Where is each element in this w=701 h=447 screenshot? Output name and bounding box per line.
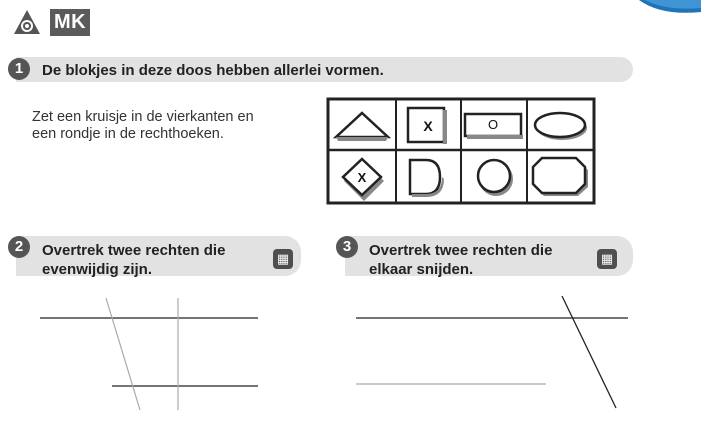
octagon-block bbox=[533, 158, 588, 196]
rectangle-mark: O bbox=[487, 117, 499, 132]
q2-number: 2 bbox=[8, 236, 30, 258]
subject-badge: MK bbox=[50, 9, 90, 36]
q3-title-line2: elkaar snijden. bbox=[369, 261, 474, 278]
calculator-icon: ▦ bbox=[273, 249, 293, 269]
q3-title-line1: Overtrek twee rechten die bbox=[369, 242, 553, 259]
q1-instruction-line2: een rondje in de rechthoeken. bbox=[32, 126, 224, 142]
d-shape-block bbox=[410, 160, 444, 197]
calculator-icon: ▦ bbox=[597, 249, 617, 269]
square-mark: X bbox=[423, 118, 433, 134]
q2-title-line2: evenwijdig zijn. bbox=[42, 261, 153, 278]
q2-lines bbox=[30, 290, 270, 415]
shape-box bbox=[326, 97, 596, 205]
q2-title-line1: Overtrek twee rechten die bbox=[42, 242, 226, 259]
triangle-target-icon bbox=[13, 9, 41, 35]
q1-title: De blokjes in deze doos hebben allerlei vormen. bbox=[42, 62, 384, 79]
q3-number: 3 bbox=[336, 236, 358, 258]
q2-slanted-line bbox=[106, 298, 140, 410]
q3-slanted-line bbox=[562, 296, 616, 408]
corner-decoration bbox=[631, 0, 701, 16]
diamond-mark: X bbox=[357, 170, 367, 185]
q3-lines bbox=[350, 290, 640, 415]
q1-number: 1 bbox=[8, 58, 30, 80]
q1-instruction-line1: Zet een kruisje in de vierkanten en bbox=[32, 109, 254, 125]
